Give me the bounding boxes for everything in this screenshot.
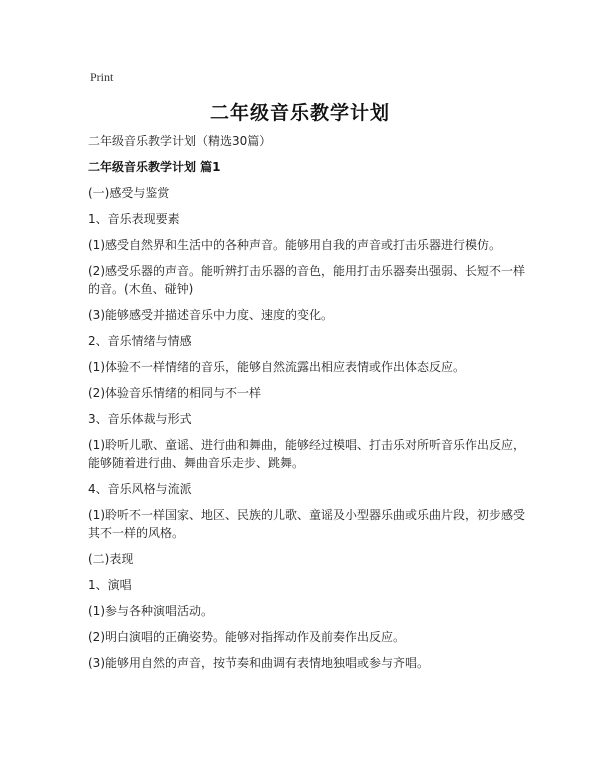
paragraph: (1)体验不一样情绪的音乐，能够自然流露出相应表情或作出体态反应。 [88,360,466,374]
paragraph: (3)能够感受并描述音乐中力度、速度的变化。 [88,308,333,322]
paragraph: (1)聆听儿歌、童谣、进行曲和舞曲，能够经过模唱、打击乐对所听音乐作出反应，能够随着进行曲、舞曲音乐走步、跳舞。 [88,438,526,470]
paragraph: (二)表现 [88,552,134,566]
paragraph: 1、演唱 [88,578,132,592]
paragraph: 2、音乐情绪与情感 [88,334,192,348]
print-link[interactable]: Print [90,70,114,84]
paragraph: 1、音乐表现要素 [88,212,180,226]
paragraph: (一)感受与鉴赏 [88,186,170,200]
paragraph: (2)感受乐器的声音。能听辨打击乐器的音色，能用打击乐器奏出强弱、长短不一样的音。(木鱼、碰钟) [88,264,526,296]
paragraph: (3)能够用自然的声音，按节奏和曲调有表情地独唱或参与齐唱。 [88,656,430,670]
paragraph: (2)明白演唱的正确姿势。能够对指挥动作及前奏作出反应。 [88,630,406,644]
paragraph: 二年级音乐教学计划（精选30篇） [88,134,272,148]
paragraph: 4、音乐风格与流派 [88,482,192,496]
section-heading: 二年级音乐教学计划 篇1 [88,160,221,174]
document-body [88,132,528,680]
paragraph: (1)聆听不一样国家、地区、民族的儿歌、童谣及小型器乐曲或乐曲片段，初步感受其不一样的风格。 [88,508,526,540]
paragraph: (2)体验音乐情绪的相同与不一样 [88,386,261,400]
page-title: 二年级音乐教学计划 [209,102,390,124]
paragraph: 3、音乐体裁与形式 [88,412,192,426]
paragraph: (1)感受自然界和生活中的各种声音。能够用自我的声音或打击乐器进行模仿。 [88,238,502,252]
paragraph: (1)参与各种演唱活动。 [88,604,213,618]
